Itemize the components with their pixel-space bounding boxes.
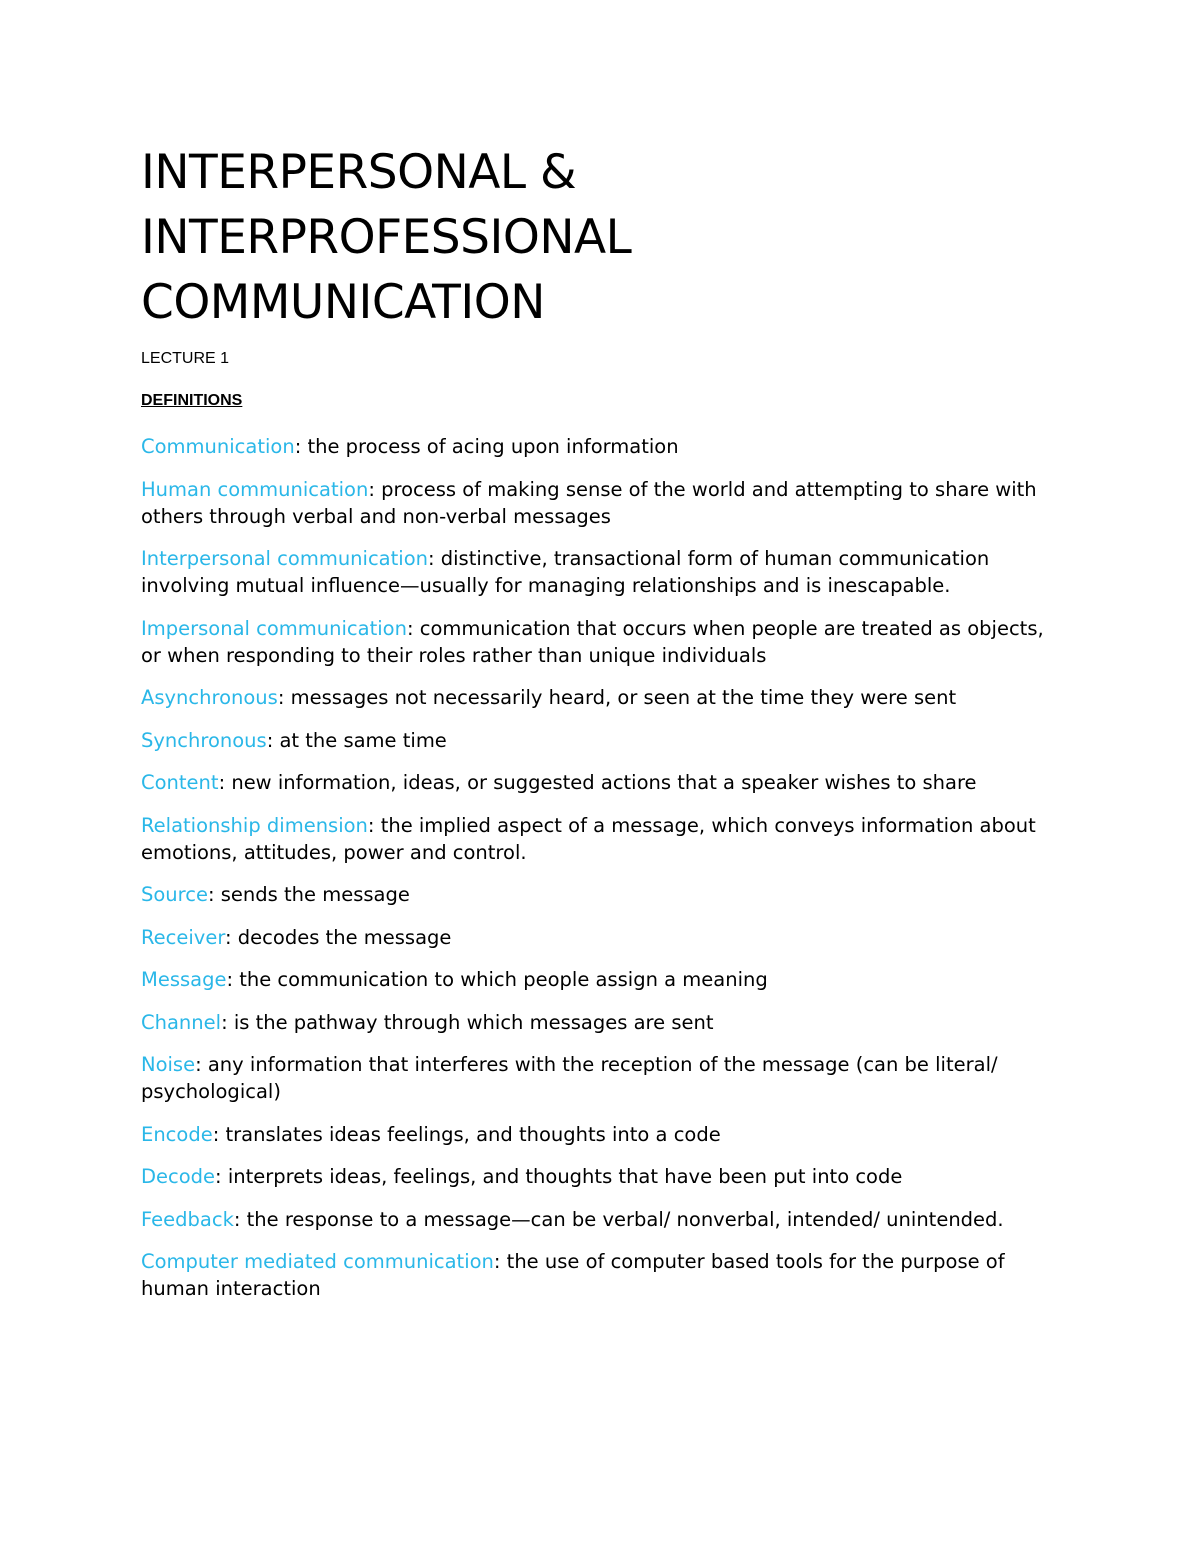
definition-term: Content <box>141 771 219 794</box>
definition-item <box>141 1248 1061 1302</box>
definition-text: : the response to a message—can be verbal/ nonverbal, intended/ unintended. <box>233 1207 1004 1231</box>
definition-item <box>141 1163 1061 1190</box>
definition-item <box>141 769 1061 796</box>
definition-text: : is the pathway through which messages are sent <box>221 1010 714 1034</box>
definitions-list <box>141 433 1061 1302</box>
definition-text: : process of making sense of the world and attempting to share with others through verbal and non-verbal messages <box>141 477 1037 528</box>
lecture-label: LECTURE 1 <box>141 350 230 367</box>
definition-item <box>141 545 1061 599</box>
definition-item <box>141 924 1061 951</box>
definition-text: : interprets ideas, feelings, and thoughts that have been put into code <box>215 1165 903 1188</box>
definition-text: : the process of acing upon information <box>294 435 679 458</box>
definition-item <box>141 881 1061 908</box>
definition-term: Asynchronous <box>141 686 278 709</box>
definition-item <box>141 812 1061 866</box>
definition-item <box>141 1009 1061 1036</box>
definition-text: : at the same time <box>266 728 447 752</box>
title-line: INTERPROFESSIONAL <box>141 210 632 265</box>
definition-text: : any information that interferes with the reception of the message (can be literal/ psychological) <box>141 1053 998 1103</box>
definition-text: : translates ideas feelings, and thoughts into a code <box>212 1122 721 1146</box>
definition-text: : decodes the message <box>225 925 452 949</box>
definition-text: : distinctive, transactional form of human communication involving mutual influence—usually for managing relationships and is inescapable. <box>141 547 990 597</box>
definition-term: Receiver <box>141 925 226 949</box>
definition-item <box>141 1121 1061 1148</box>
document-page <box>141 140 1061 1318</box>
definition-term: Message <box>141 968 227 991</box>
definition-term: Feedback <box>141 1207 234 1231</box>
definition-item <box>141 433 1061 460</box>
definition-text: : messages not necessarily heard, or seen at the time they were sent <box>277 686 957 709</box>
definition-item <box>141 966 1061 993</box>
definition-term: Relationship dimension <box>141 813 368 837</box>
title-line: INTERPERSONAL & <box>141 145 577 200</box>
definition-text: : new information, ideas, or suggested actions that a speaker wishes to share <box>218 771 977 794</box>
definition-term: Decode <box>141 1165 216 1188</box>
definition-term: Noise <box>141 1053 196 1076</box>
definition-item <box>141 476 1061 530</box>
definition-term: Computer mediated communication <box>141 1250 494 1273</box>
definition-term: Interpersonal communication <box>141 547 428 570</box>
definition-text: : communication that occurs when people are treated as objects, or when responding to their roles rather than unique individuals <box>141 616 1044 667</box>
definition-term: Human communication <box>141 477 369 501</box>
definition-term: Source <box>141 883 208 906</box>
definition-term: Channel <box>141 1010 222 1034</box>
definition-text: : the use of computer based tools for the purpose of human interaction <box>141 1250 1005 1300</box>
section-heading-definitions: DEFINITIONS <box>141 392 243 409</box>
definition-term: Synchronous <box>141 728 267 752</box>
definition-item <box>141 1206 1061 1233</box>
definition-term: Communication <box>141 435 295 458</box>
definition-text: : the implied aspect of a message, which conveys information about emotions, attitudes, power and control. <box>141 813 1036 864</box>
definition-item <box>141 1051 1061 1105</box>
definition-text: : sends the message <box>207 883 410 906</box>
definition-term: Impersonal communication <box>141 616 407 640</box>
definition-text: : the communication to which people assign a meaning <box>226 968 768 991</box>
title-line: COMMUNICATION <box>141 275 545 330</box>
document-title <box>141 140 1061 335</box>
definition-item <box>141 727 1061 754</box>
definition-item <box>141 615 1061 669</box>
definition-term: Encode <box>141 1122 213 1146</box>
definition-item <box>141 684 1061 711</box>
